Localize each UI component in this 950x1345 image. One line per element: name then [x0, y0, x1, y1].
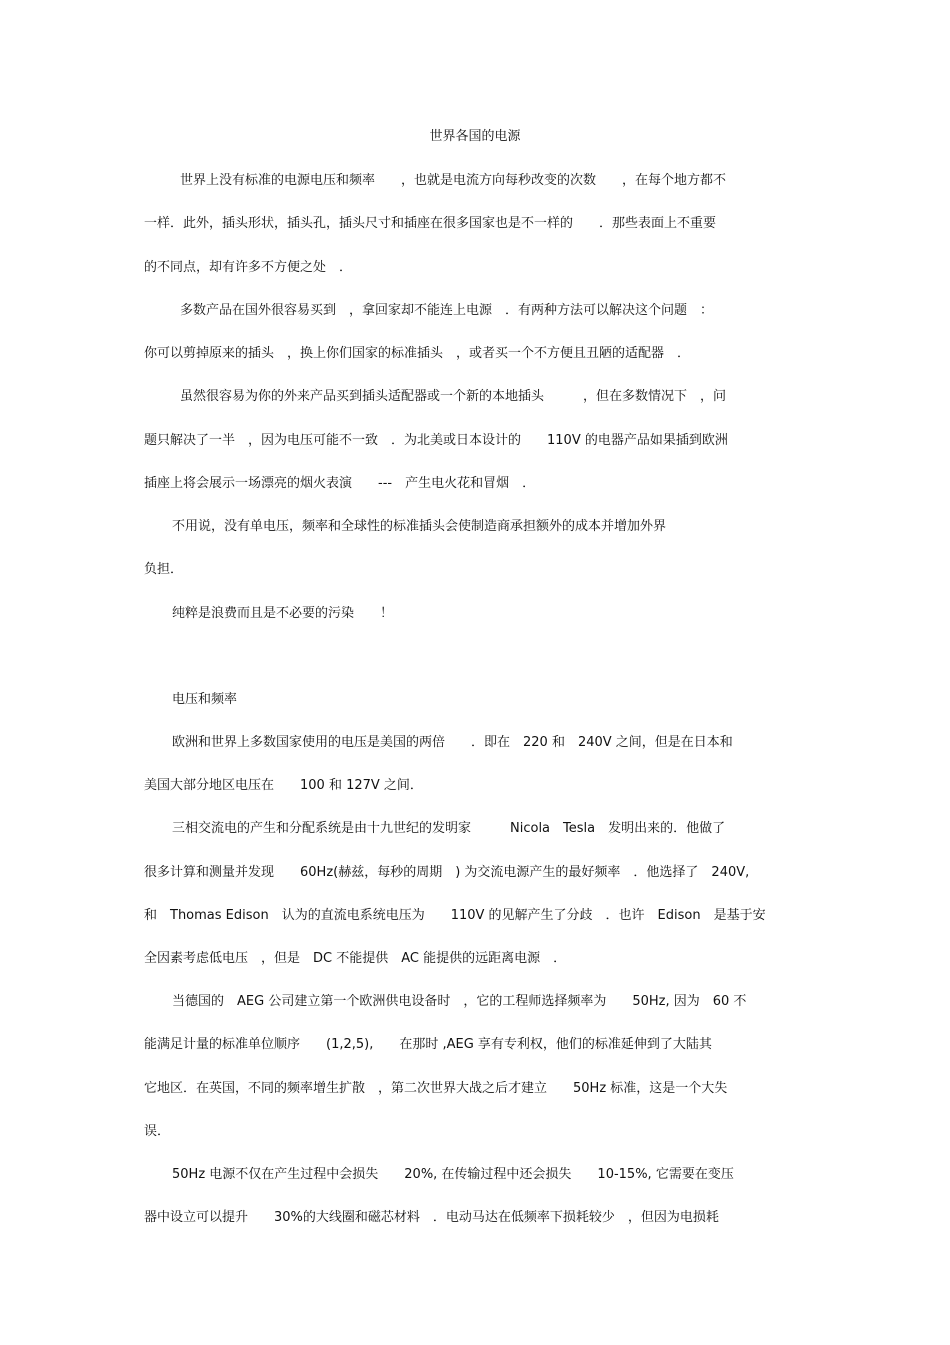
- paragraph-line: 能满足计量的标准单位顺序 (1,2,5), 在那时 ,AEG 享有专利权，他们的标准延伸到了大陆其: [144, 1037, 712, 1052]
- paragraph-line: 插座上将会展示一场漂亮的烟火表演 --- 产生电火花和冒烟 ．: [144, 476, 536, 491]
- paragraph-line: 虽然很容易为你的外来产品买到插头适配器或一个新的本地插头 ，但在多数情况下 ，问: [180, 389, 727, 404]
- paragraph-line: 美国大部分地区电压在 100 和 127V 之间．: [144, 778, 423, 793]
- paragraph-line: 题只解决了一半 ，因为电压可能不一致 ．为北美或日本设计的 110V 的电器产品如果插到欧洲: [144, 433, 728, 448]
- page-title: 世界各国的电源: [429, 129, 521, 144]
- paragraph-line: 和 Thomas Edison 认为的直流电系统电压为 110V 的见解产生了分歧 ．也许 Edison 是基于安: [144, 908, 766, 923]
- paragraph-line: 50Hz 电源不仅在产生过程中会损失 20%, 在传输过程中还会损失 10-15%, 它需要在变压: [172, 1167, 734, 1182]
- paragraph-line: 不用说，没有单电压，频率和全球性的标准插头会使制造商承担额外的成本并增加外界: [172, 519, 667, 534]
- paragraph-line: 器中设立可以提升 30%的大线圈和磁芯材料 ．电动马达在低频率下损耗较少 ，但因为电损耗: [144, 1210, 719, 1225]
- paragraph-line: 多数产品在国外很容易买到 ，拿回家却不能连上电源 ．有两种方法可以解决这个问题 ：: [180, 303, 714, 318]
- paragraph-line: 三相交流电的产生和分配系统是由十九世纪的发明家 Nicola Tesla 发明出来的．他做了: [172, 821, 726, 836]
- paragraph-line: 的不同点，却有许多不方便之处 ．: [144, 260, 353, 275]
- paragraph-line: 很多计算和测量并发现 60Hz(赫兹，每秒的周期 ) 为交流电源产生的最好频率 ．他选择了 240V,: [144, 865, 750, 880]
- paragraph-line: 它地区．在英国，不同的频率增生扩散 ，第二次世界大战之后才建立 50Hz 标准，这是一个大失: [144, 1081, 728, 1096]
- paragraph-line: 全因素考虑低电压 ，但是 DC 不能提供 AC 能提供的远距离电源 ．: [144, 951, 567, 966]
- paragraph-line: 误．: [144, 1124, 171, 1139]
- paragraph-line: 纯粹是浪费而且是不必要的污染 ！: [172, 606, 394, 621]
- paragraph-line: 当德国的 AEG 公司建立第一个欧洲供电设备时 ，它的工程师选择频率为 50Hz, 因为 60 不: [172, 994, 747, 1009]
- paragraph-line: 世界上没有标准的电源电压和频率 ，也就是电流方向每秒改变的次数 ，在每个地方都不: [180, 173, 727, 188]
- section-heading: 电压和频率: [172, 692, 238, 707]
- paragraph-line: 负担．: [144, 562, 184, 577]
- paragraph-line: 你可以剪掉原来的插头 ，换上你们国家的标准插头 ，或者买一个不方便且丑陋的适配器 ．: [144, 346, 691, 361]
- paragraph-line: 欧洲和世界上多数国家使用的电压是美国的两倍 ．即在 220 和 240V 之间，但是在日本和: [172, 735, 733, 750]
- paragraph-line: 一样．此外，插头形状，插头孔，插头尺寸和插座在很多国家也是不一样的 ．那些表面上不重要: [144, 216, 717, 231]
